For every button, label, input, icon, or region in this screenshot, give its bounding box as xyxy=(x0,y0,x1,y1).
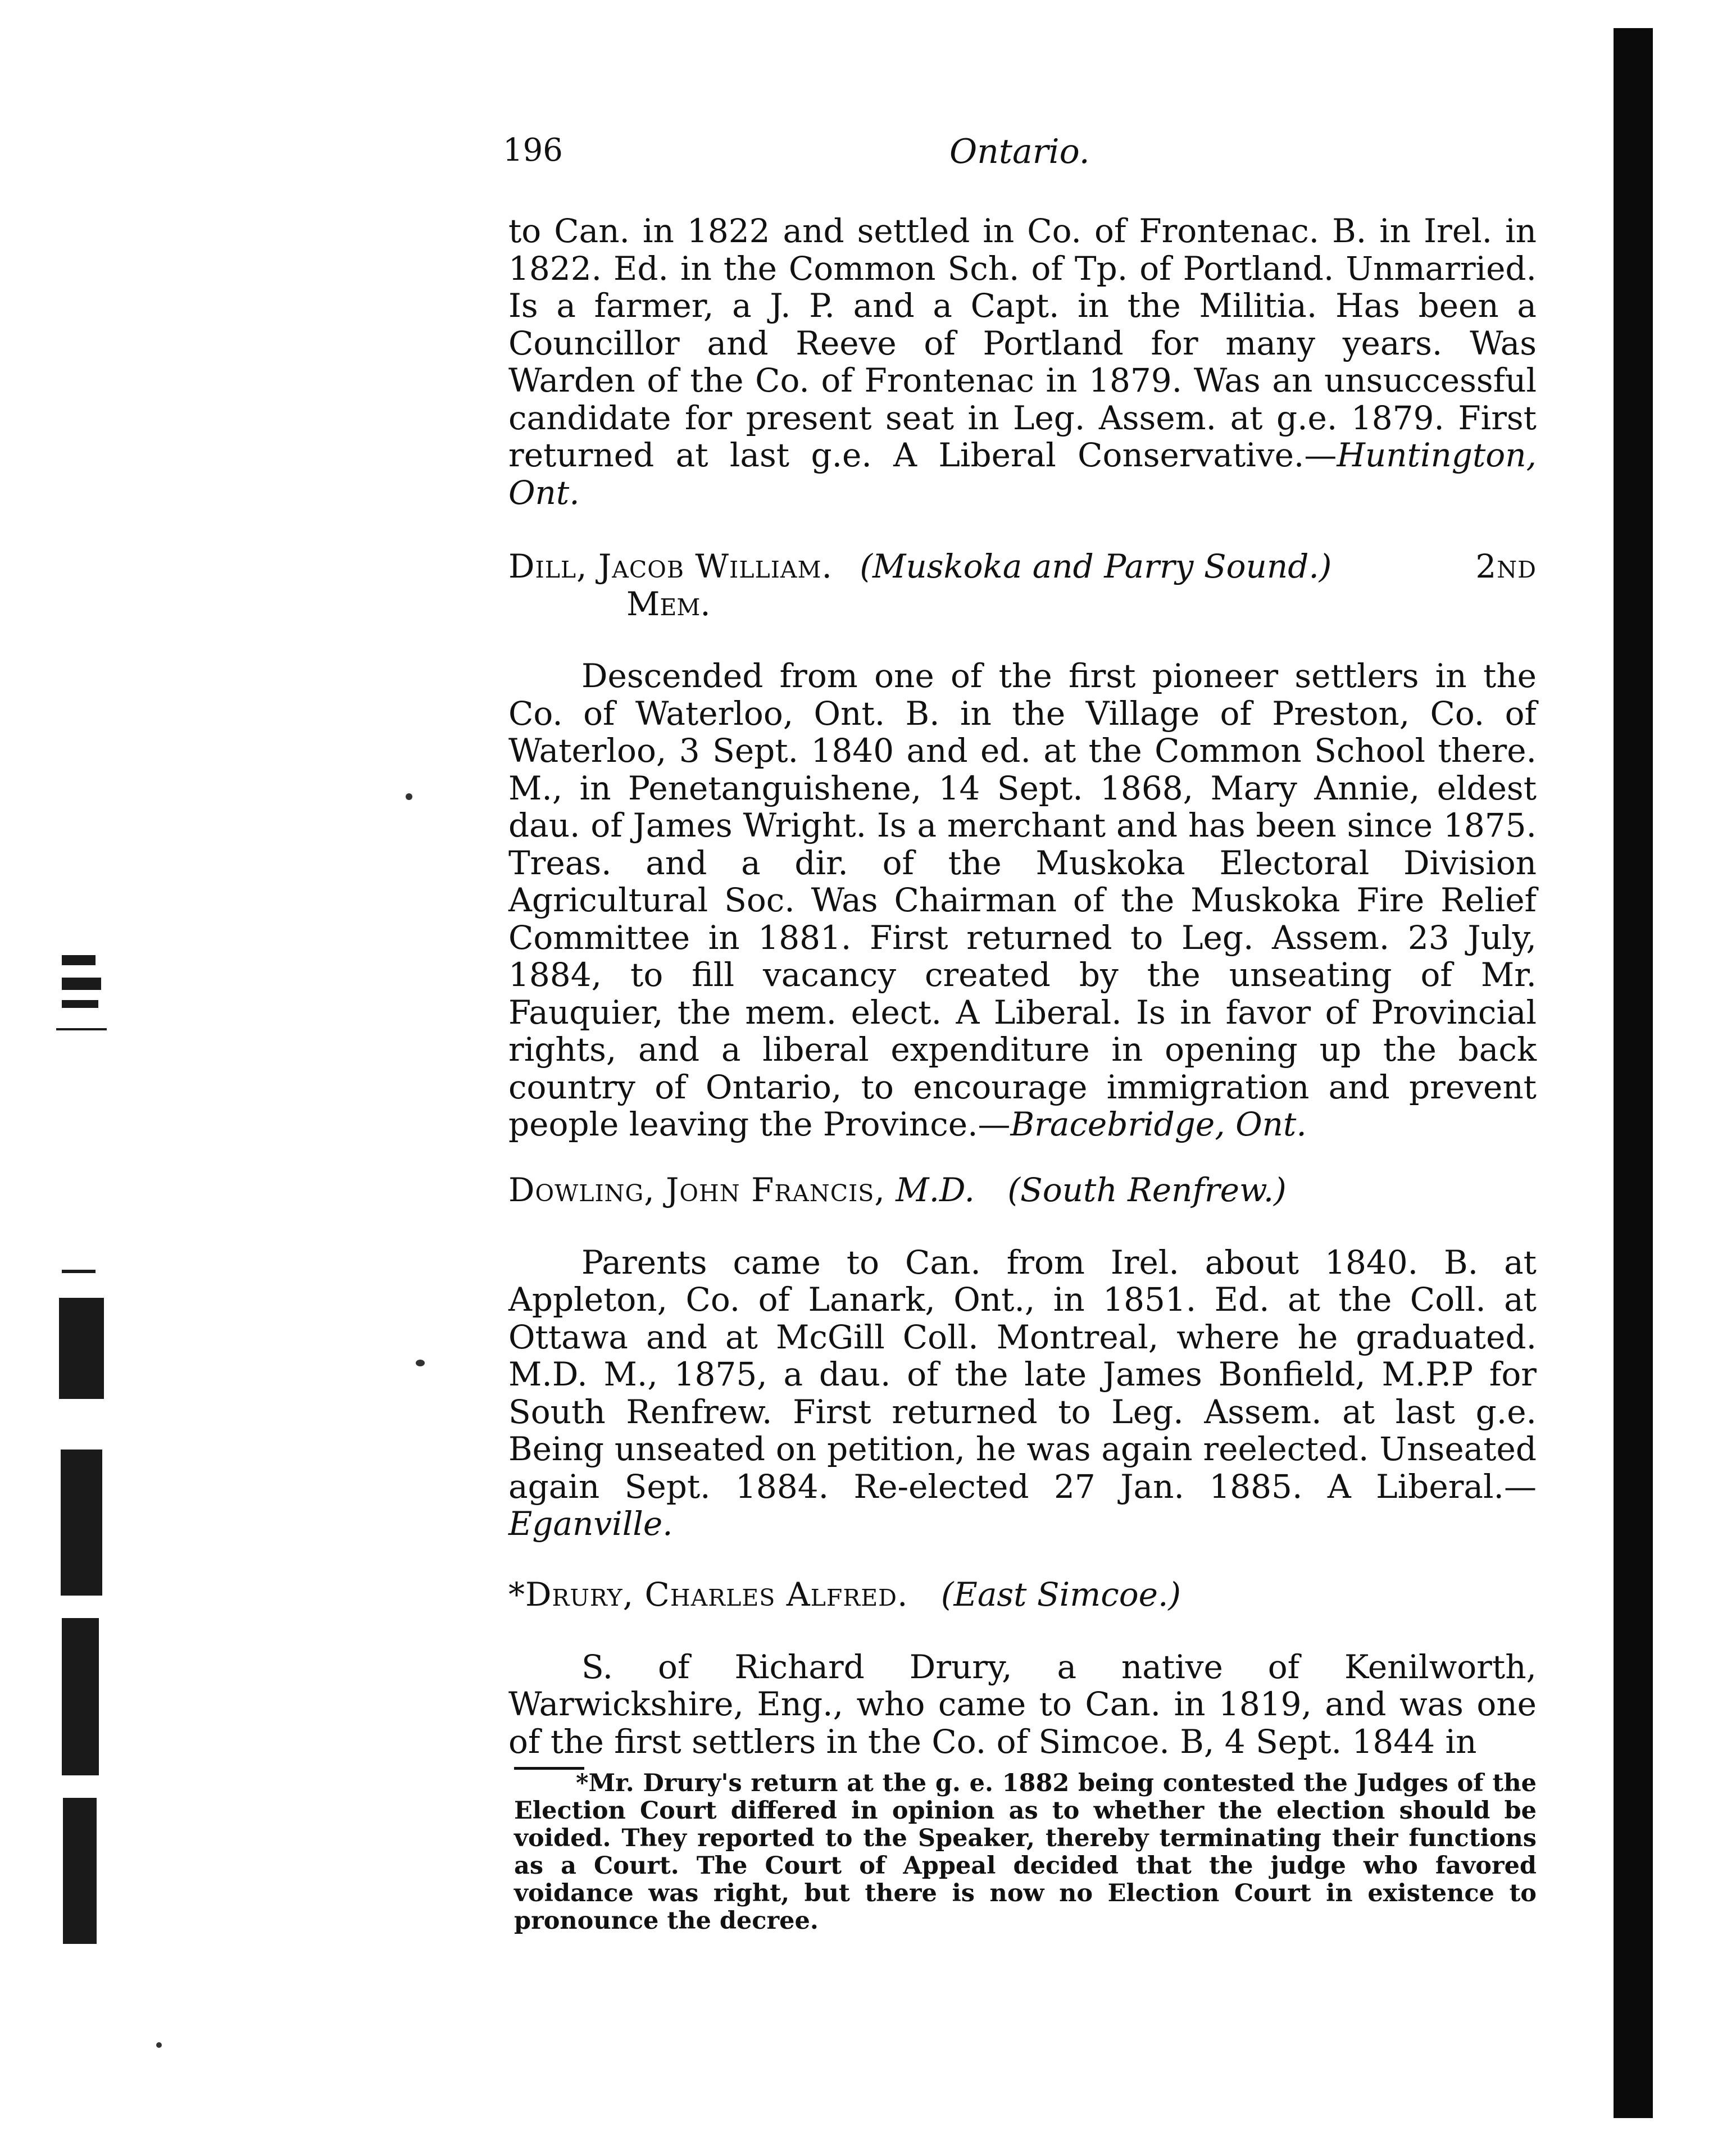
entry-heading xyxy=(508,548,1537,623)
footnote: *Mr. Drury's return at the g. e. 1882 being contested the Judges of the Election Court differed in opinion as to whether the election should be voided. They reported to the Speaker, thereby terminating their functions as a Court. The Court of Appeal decided that the judge who favored voidance was right, but there is now no Election Court in existence to pronounce the decree. xyxy=(514,1769,1537,1935)
running-head xyxy=(503,132,1121,177)
member-name: Dill, Jacob William. xyxy=(508,547,833,585)
scan-binding-edge xyxy=(1614,28,1653,2118)
entry-text: Parents came to Can. from Irel. about 1840. B. at Appleton, Co. of Lanark, Ont., in 1851. Ed. at the Coll. at Ottawa and at McGill Coll. Montreal, where he graduated. M.D. M., 1875, a dau. of the late James Bonfield, M.P.P for South Renfrew. First returned to Leg. Assem. at last g.e. Being unseated on petition, he was again reelected. Unseated again Sept. 1884. Re-elected 27 Jan. 1885. A Liberal.—Eganville. xyxy=(508,1243,1537,1543)
member-name: *Drury, Charles Alfred. xyxy=(508,1575,908,1614)
scan-speck xyxy=(416,1360,425,1366)
member-ordinal: 2nd xyxy=(1475,547,1537,585)
residence: Eganville. xyxy=(508,1505,673,1543)
entry-text: Descended from one of the first pioneer settlers in the Co. of Waterloo, Ont. B. in the Village of Preston, Co. of Waterloo, 3 Sept. 1840 and ed. at the Common School there. M., in Penetanguishene, 14 Sept. 1868, Mary Annie, eldest dau. of James Wright. Is a merchant and has been since 1875. Treas. and a dir. of the Muskoka Electoral Division Agricultural Soc. Was Chairman of the Muskoka Fire Relief Committee in 1881. First returned to Leg. Assem. 23 July, 1884, to fill vacancy created by the unseating of Mr. Fauquier, the mem. elect. A Liberal. Is in favor of Provincial rights, and a liberal expenditure in opening up the back country of Ontario, to encourage immigration and prevent people leaving the Province.—Bracebridge, Ont. xyxy=(508,657,1537,1143)
entry-text: S. of Richard Drury, a native of Kenilworth, Warwickshire, Eng., who came to Can. in 1819, and was one of the first settlers in the Co. of Simcoe. B, 4 Sept. 1844 in xyxy=(508,1647,1537,1761)
entry-continuation-text: to Can. in 1822 and settled in Co. of Frontenac. B. in Irel. in 1822. Ed. in the Common Sch. of Tp. of Portland. Unmarried. Is a farmer, a J. P. and a Capt. in the Militia. Has been a Councillor and Reeve of Portland for many years. Was Warden of the Co. of Frontenac in 1879. Was an unsuccessful candidate for present seat in Leg. Assem. at g.e. 1879. First returned at last g.e. A Liberal Conservative.—Huntington, Ont. xyxy=(508,212,1537,512)
residence: Bracebridge, Ont. xyxy=(1010,1105,1307,1143)
member-degree: M.D. xyxy=(896,1171,975,1209)
scan-speck xyxy=(156,2042,162,2048)
riding: (Muskoka and Parry Sound.) xyxy=(860,547,1332,585)
member-ordinal-cont: Mem. xyxy=(626,584,711,623)
scan-speck xyxy=(406,793,412,800)
riding: (South Renfrew.) xyxy=(1007,1171,1287,1209)
riding: (East Simcoe.) xyxy=(940,1575,1181,1614)
scan-left-artifacts xyxy=(56,955,124,2051)
member-name: Dowling, John Francis, xyxy=(508,1171,885,1209)
entry-heading xyxy=(508,1171,1537,1209)
entry-drury xyxy=(508,1576,1537,1760)
residence: Huntington, Ont. xyxy=(508,436,1537,512)
entry-continuation xyxy=(508,212,1537,511)
entry-dill xyxy=(508,548,1537,1143)
page-number: 196 xyxy=(503,132,563,169)
entry-heading xyxy=(508,1576,1537,1614)
entry-dowling xyxy=(508,1171,1537,1543)
running-title: Ontario. xyxy=(949,132,1090,171)
